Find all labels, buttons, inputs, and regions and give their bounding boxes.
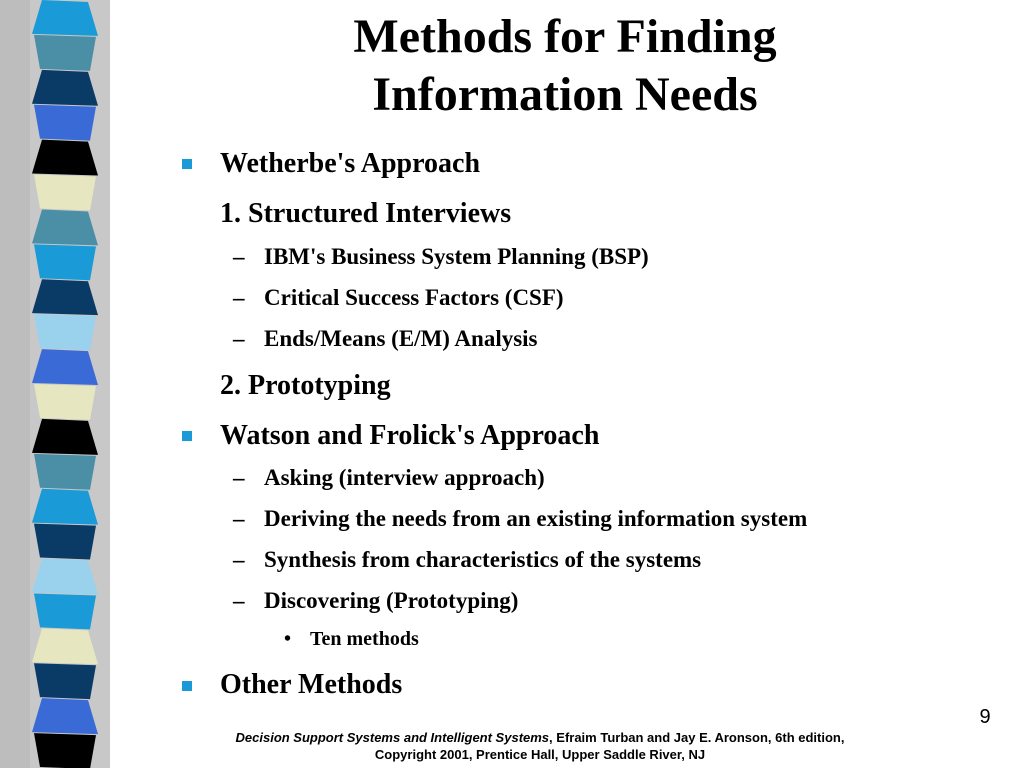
slide-title-line1: Methods for Finding xyxy=(353,10,777,63)
footer-book-title: Decision Support Systems and Intelligent Systems xyxy=(235,730,550,745)
stripe-segment xyxy=(32,279,98,315)
sub-item-synthesis: Synthesis from characteristics of the systems xyxy=(264,547,702,572)
bullet-wetherbe: Wetherbe's Approach xyxy=(220,148,481,179)
dot-bullet-icon: • xyxy=(284,628,292,650)
dash-bullet-icon: – xyxy=(233,465,245,490)
subheading-prototyping: 2. Prototyping xyxy=(220,370,391,401)
stripe-segment xyxy=(32,0,98,36)
stripe-segment xyxy=(34,593,96,629)
sub-item-ends-means: Ends/Means (E/M) Analysis xyxy=(264,326,538,351)
sub-item-deriving: Deriving the needs from an existing information system xyxy=(264,506,808,531)
footer-authors: , Efraim Turban and Jay E. Aronson, 6th edition, xyxy=(549,730,845,745)
stripe-segment xyxy=(32,628,98,664)
stripe-segment xyxy=(32,209,98,245)
stripe-segment xyxy=(32,698,98,734)
sub-item-asking: Asking (interview approach) xyxy=(264,465,545,490)
stripe-segment xyxy=(32,349,98,385)
stripe-segment xyxy=(34,244,96,280)
dash-bullet-icon: – xyxy=(233,588,245,613)
dash-bullet-icon: – xyxy=(233,244,245,269)
stripe-segment xyxy=(34,384,96,420)
stripe-segment xyxy=(32,559,98,595)
square-bullet-icon xyxy=(182,681,192,691)
stripe-segment xyxy=(32,140,98,176)
decorative-stripe-bar xyxy=(0,0,110,768)
square-bullet-icon xyxy=(182,431,192,441)
footer-citation xyxy=(150,729,930,763)
sub-item-bsp: IBM's Business System Planning (BSP) xyxy=(264,244,649,269)
bullet-watson-frolick: Watson and Frolick's Approach xyxy=(220,420,600,451)
stripe-segment xyxy=(34,314,96,350)
stripe-segment xyxy=(34,733,96,768)
bullet-other-methods: Other Methods xyxy=(220,669,403,700)
slide-title xyxy=(230,8,900,124)
stripe-segment xyxy=(34,454,96,490)
page-number: 9 xyxy=(979,706,991,728)
stripe-segment xyxy=(32,419,98,455)
sub-item-csf: Critical Success Factors (CSF) xyxy=(264,285,564,310)
stripe-segment xyxy=(34,175,96,211)
dash-bullet-icon: – xyxy=(233,326,245,351)
slide-title-line2: Information Needs xyxy=(372,68,758,121)
dash-bullet-icon: – xyxy=(233,547,245,572)
footer-copyright: Copyright 2001, Prentice Hall, Upper Saddle River, NJ xyxy=(374,747,706,762)
stripe-segment xyxy=(34,524,96,560)
stripe-segment xyxy=(34,663,96,699)
sub-item-discovering: Discovering (Prototyping) xyxy=(264,588,519,613)
stripe-segment xyxy=(32,70,98,106)
stripe-segment xyxy=(32,489,98,525)
sub-sub-item-ten-methods: Ten methods xyxy=(310,628,419,650)
dash-bullet-icon: – xyxy=(233,285,245,310)
square-bullet-icon xyxy=(182,159,192,169)
dash-bullet-icon: – xyxy=(233,506,245,531)
stripe-segment xyxy=(34,105,96,141)
stripe-segment xyxy=(34,35,96,71)
subheading-structured-interviews: 1. Structured Interviews xyxy=(220,198,512,229)
